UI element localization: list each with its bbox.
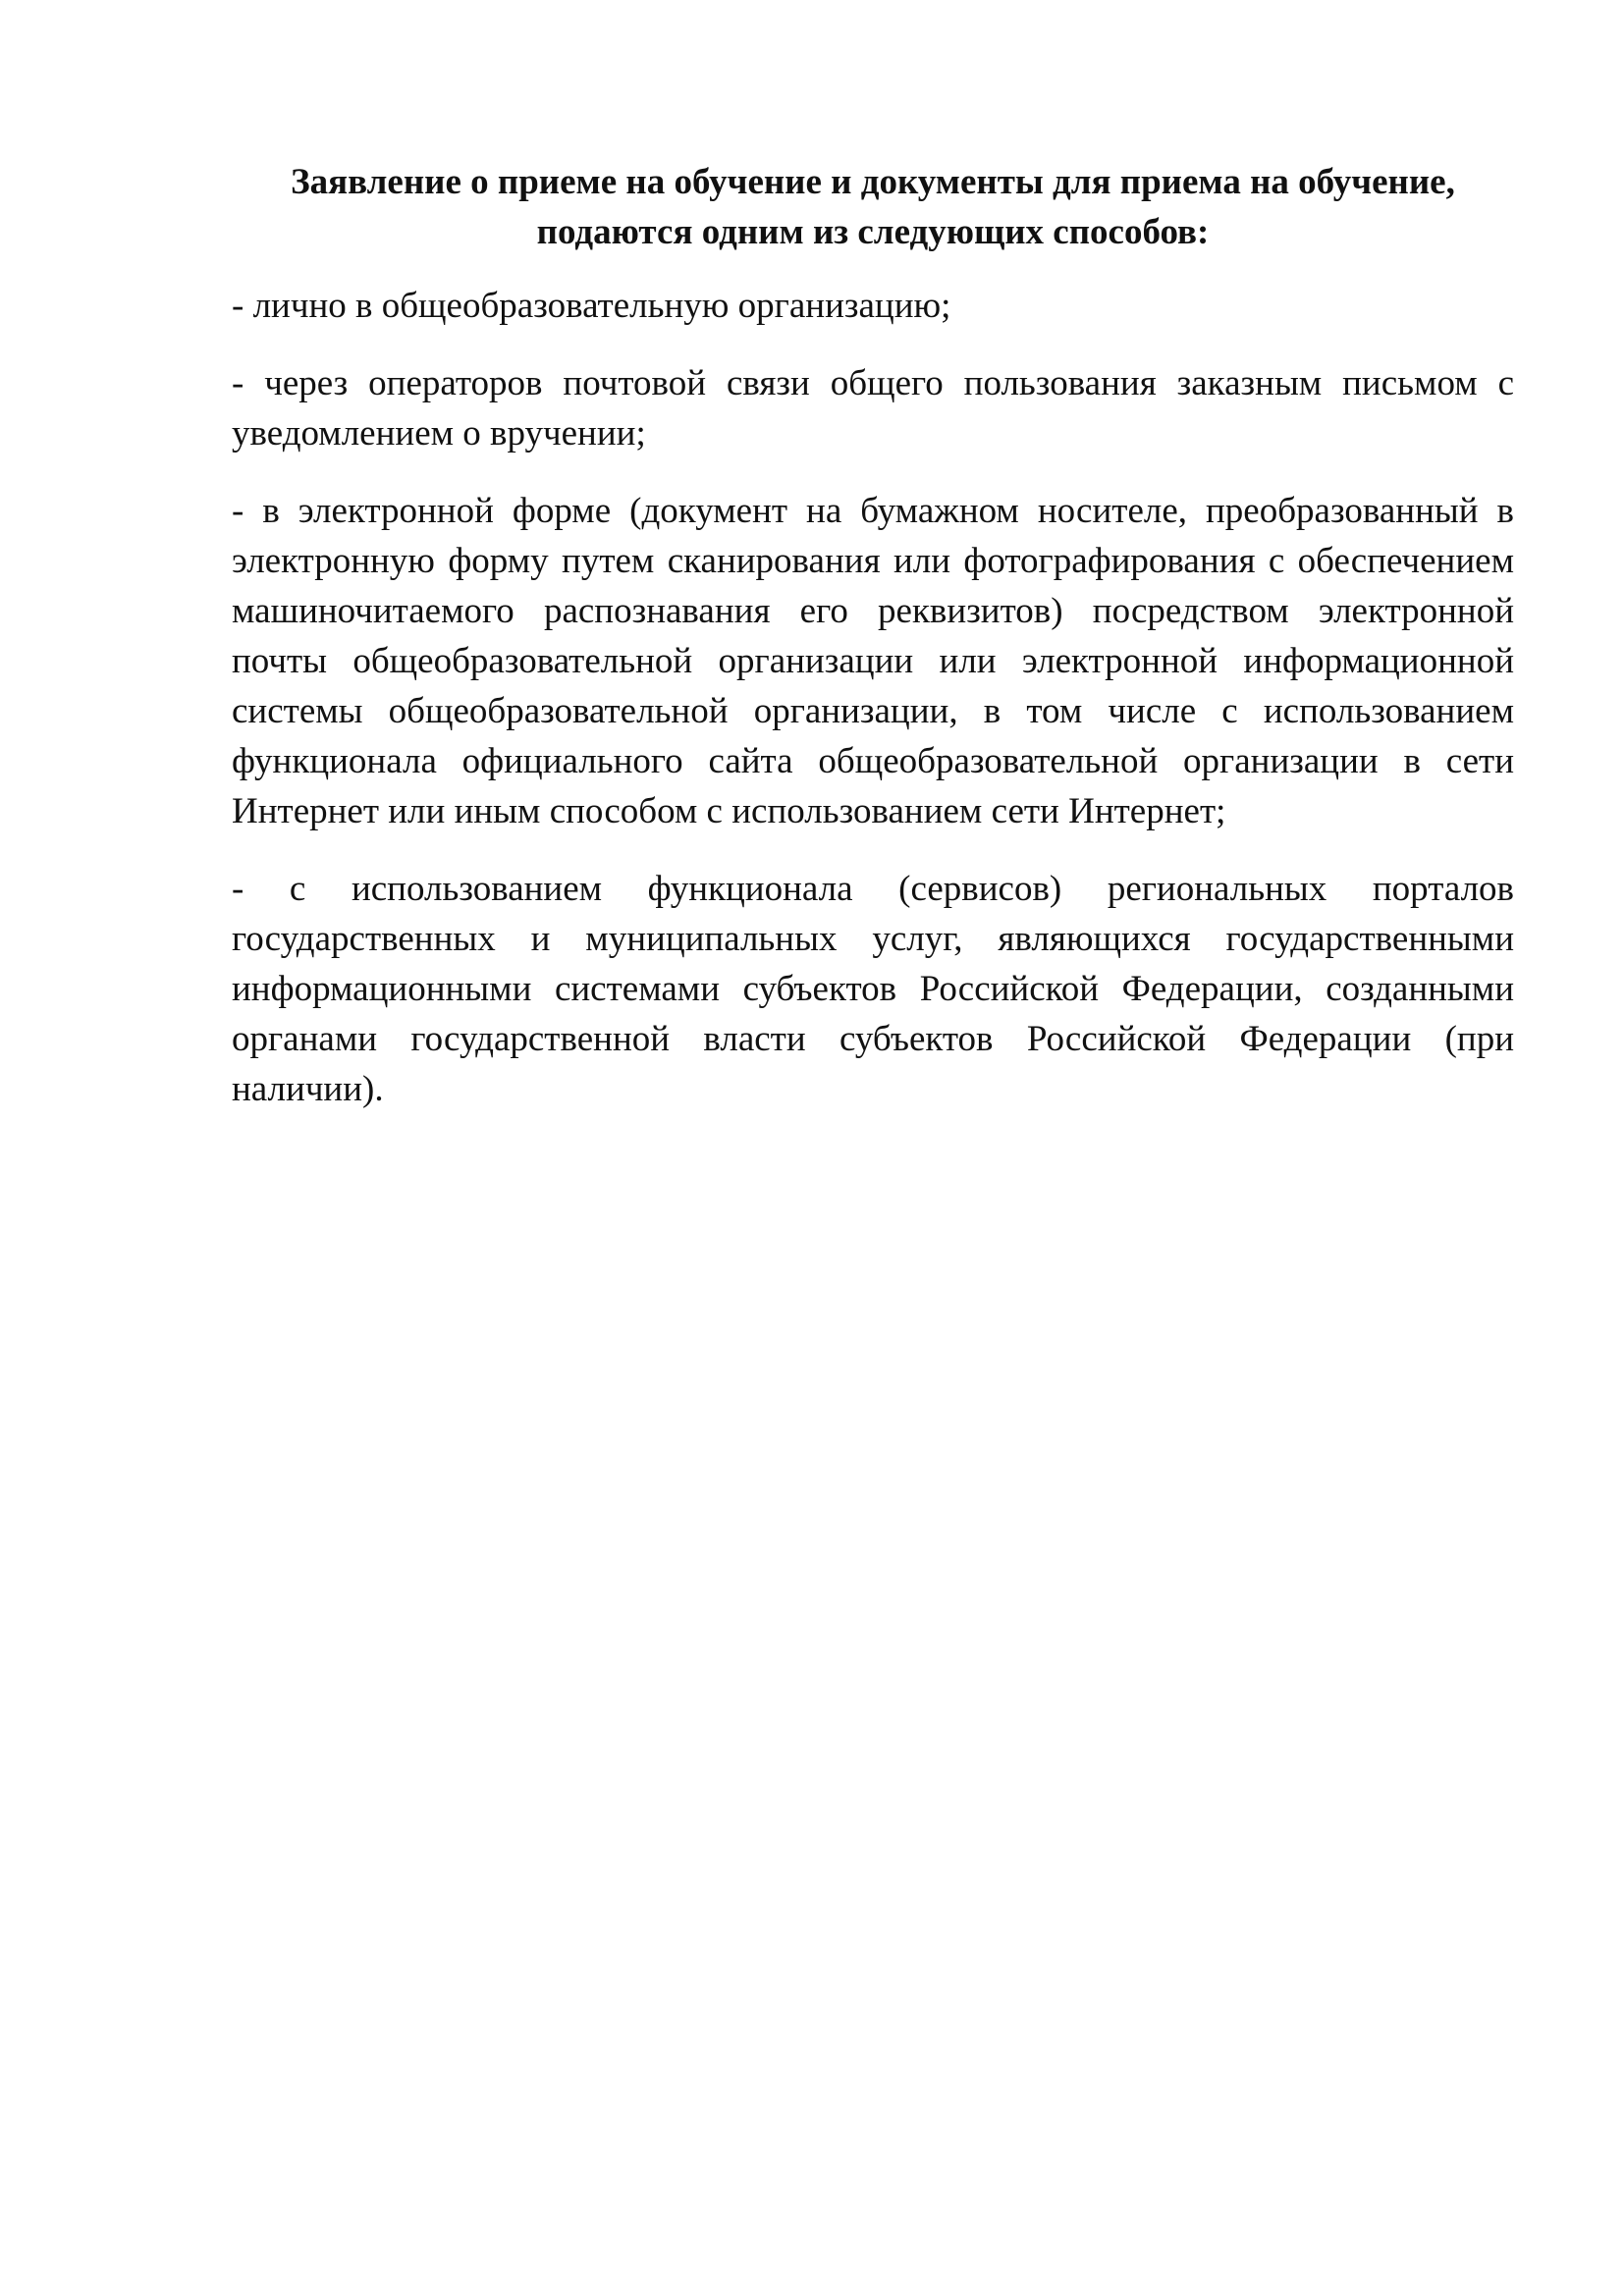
document-title-line: подаются одним из следующих способов:	[536, 212, 1210, 252]
document-body	[232, 157, 1514, 1142]
list-item: - с использованием функционала (сервисов) региональных порталов государственных и муниципальных услуг, являющихся государственными информационными системами субъектов Российской Федерации, созданными органами государственной власти субъектов Российской Федерации (при наличии).	[232, 869, 1514, 1109]
list-item: - через операторов почтовой связи общего пользования заказным письмом с уведомлением о вручении;	[232, 363, 1514, 454]
list-item: - лично в общеобразовательную организацию;	[232, 286, 951, 326]
document-title	[232, 157, 1514, 257]
list-item: - в электронной форме (документ на бумажном носителе, преобразованный в электронную форму путем сканирования или фотографирования с обеспечением машиночитаемого распознавания его реквизитов) посредством электронной почты общеобразовательной организации или электронной информационной системы общеобразовательной организации, в том числе с использованием функционала официального сайта общеобразовательной организации в сети Интернет или иным способом с использованием сети Интернет;	[232, 491, 1514, 831]
document-title-line: Заявление о приеме на обучение и документы для приема на обучение,	[291, 162, 1455, 202]
